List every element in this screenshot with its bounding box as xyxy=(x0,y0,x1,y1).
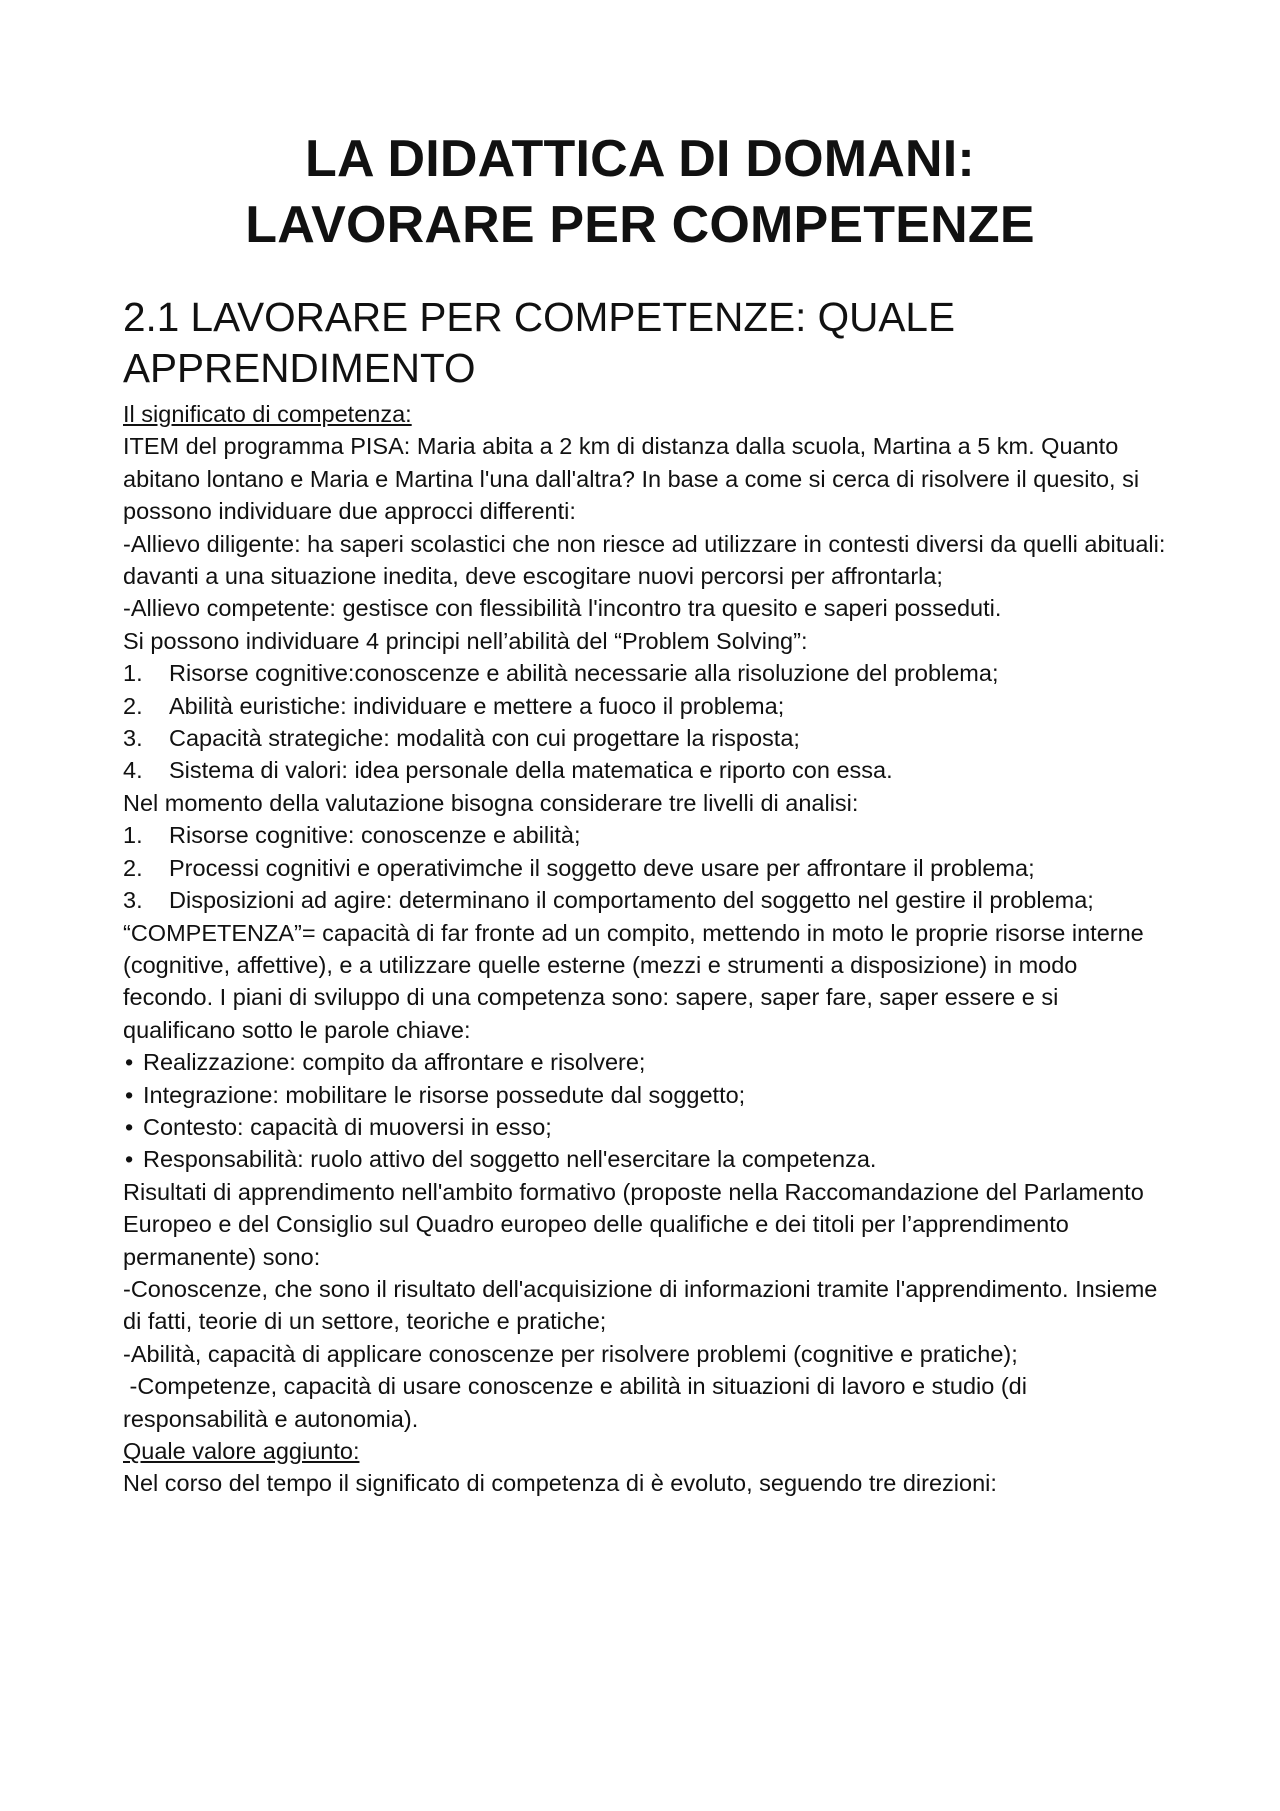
paragraph-competenza-definizione: “COMPETENZA”= capacità di far fronte ad un compito, mettendo in moto le proprie risorse interne (cognitive, affettive), e a utilizzare quelle esterne (mezzi e strumenti a disposizione) in modo fecondo. I piani di sviluppo di una competenza sono: sapere, saper fare, saper essere e si qualificano sotto le parole chiave: xyxy=(123,919,1144,1043)
paragraph-risultati: Risultati di apprendimento nell'ambito formativo (proposte nella Raccomandazione del Parlamento Europeo e del Consiglio sul Quadro europeo delle qualifiche e dei titoli per l’apprendimento permanente) sono: xyxy=(123,1178,1144,1270)
paragraph-allievo-diligente: -Allievo diligente: ha saperi scolastici che non riesce ad utilizzare in contesti diversi da quelli abituali: davanti a una situazione inedita, deve escogitare nuovi percorsi per affrontarla; xyxy=(123,530,1166,590)
paragraph-item-pisa: ITEM del programma PISA: Maria abita a 2 km di distanza dalla scuola, Martina a 5 km. Quanto abitano lontano e Maria e Martina l'una dall'altra? In base a come si cerca di risolvere il quesito, si possono individuare due approcci differenti: xyxy=(123,433,1140,525)
list-number: 3. xyxy=(123,887,143,914)
list-item xyxy=(123,754,1173,786)
list-text: Risorse cognitive:conoscenze e abilità necessarie alla risoluzione del problema; xyxy=(169,660,999,687)
list-parole-chiave xyxy=(123,1046,1173,1176)
list-text: Sistema di valori: idea personale della matematica e riporto con essa. xyxy=(169,757,893,784)
list-number: 1. xyxy=(123,660,143,687)
bullet-item: • Responsabilità: ruolo attivo del soggetto nell'esercitare la competenza. xyxy=(123,1143,1173,1175)
list-item xyxy=(123,657,1173,689)
list-number: 2. xyxy=(123,692,143,719)
section-heading: 2.1 LAVORARE PER COMPETENZE: QUALE APPRENDIMENTO xyxy=(123,294,955,391)
paragraph-evoluzione: Nel corso del tempo il significato di competenza di è evoluto, seguendo tre direzioni: xyxy=(123,1470,997,1497)
list-number: 3. xyxy=(123,725,143,752)
list-number: 4. xyxy=(123,757,143,784)
list-text: Abilità euristiche: individuare e mettere a fuoco il problema; xyxy=(169,692,785,719)
list-number: 2. xyxy=(123,854,143,881)
paragraph-valutazione: Nel momento della valutazione bisogna considerare tre livelli di analisi: xyxy=(123,789,859,816)
list-item xyxy=(123,884,1173,916)
title-line-1: LA DIDATTICA DI DOMANI: xyxy=(305,130,975,188)
paragraph-conoscenze: -Conoscenze, che sono il risultato dell'acquisizione di informazioni tramite l'apprendimento. Insieme di fatti, teorie di un settore, teoriche e pratiche; xyxy=(123,1275,1158,1335)
subheading-significato: Il significato di competenza: xyxy=(123,401,412,427)
list-text: Risorse cognitive: conoscenze e abilità; xyxy=(169,822,581,849)
document-title xyxy=(0,126,1280,258)
list-text: Processi cognitivi e operativimche il soggetto deve usare per affrontare il problema; xyxy=(169,854,1035,881)
paragraph-allievo-competente: -Allievo competente: gestisce con flessibilità l'incontro tra quesito e saperi posseduti. xyxy=(123,595,1002,622)
list-text: Capacità strategiche: modalità con cui progettare la risposta; xyxy=(169,725,800,752)
subheading-valore-aggiunto: Quale valore aggiunto: xyxy=(123,1438,360,1464)
bullet-item: • Integrazione: mobilitare le risorse possedute dal soggetto; xyxy=(123,1079,1173,1111)
list-item xyxy=(123,690,1173,722)
document-body xyxy=(123,398,1173,1500)
title-line-2: LAVORARE PER COMPETENZE xyxy=(245,196,1035,254)
list-item xyxy=(123,819,1173,851)
list-number: 1. xyxy=(123,822,143,849)
paragraph-competenze: -Competenze, capacità di usare conoscenze e abilità in situazioni di lavoro e studio (di responsabilità e autonomia). xyxy=(123,1373,1034,1432)
list-livelli xyxy=(123,819,1173,916)
list-principi xyxy=(123,657,1173,787)
list-item xyxy=(123,722,1173,754)
list-text: Disposizioni ad agire: determinano il comportamento del soggetto nel gestire il problema; xyxy=(169,887,1094,914)
paragraph-abilita: -Abilità, capacità di applicare conoscenze per risolvere problemi (cognitive e pratiche); xyxy=(123,1340,1018,1367)
list-item xyxy=(123,852,1173,884)
bullet-item: • Realizzazione: compito da affrontare e risolvere; xyxy=(123,1046,1173,1078)
paragraph-principi: Si possono individuare 4 principi nell’abilità del “Problem Solving”: xyxy=(123,627,808,654)
bullet-item: • Contesto: capacità di muoversi in esso; xyxy=(123,1111,1173,1143)
